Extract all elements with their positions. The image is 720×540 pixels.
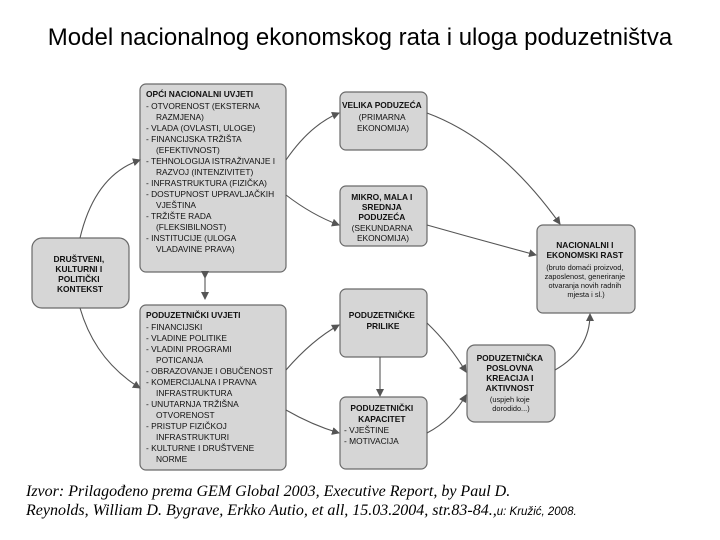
pod-item: - VLADINI PROGRAMI — [146, 344, 232, 354]
dinamika-line: KREACIJA I — [486, 373, 534, 383]
pod-item: - UNUTARNJA TRŽIŠNA — [146, 399, 239, 409]
kapacitet-item: - MOTIVACIJA — [344, 436, 399, 446]
arrow-kontekst-opci — [80, 160, 140, 238]
mikro-line: SREDNJA — [361, 202, 402, 212]
opci-item: - TEHNOLOGIJA ISTRAŽIVANJE I — [146, 156, 276, 166]
opci-item: - DOSTUPNOST UPRAVLJAČKIH — [146, 189, 275, 199]
rast-desc: (bruto domaći proizvod, — [546, 263, 624, 272]
rast-desc: zaposlenost, generiranje — [544, 272, 626, 281]
velika-line: VELIKA PODUZEĆA — [341, 100, 422, 110]
mikro-line: MIKRO, MALA I — [351, 192, 413, 202]
arrow-kapacitet-dinamika — [427, 395, 466, 433]
pod-item: OTVORENOST — [156, 410, 215, 420]
mikro-line: PODUZEĆA — [358, 212, 406, 222]
arrow-mikro-rast — [427, 225, 536, 255]
pod-item: NORME — [156, 454, 188, 464]
opci-item: VJEŠTINA — [156, 200, 196, 210]
arrow-poduzetnicki-prilike — [286, 325, 339, 370]
kapacitet-line: PODUZETNIČKI — [350, 403, 414, 413]
pod-item: INFRASTRUKTURA — [156, 388, 232, 398]
kontekst-line: KONTEKST — [56, 284, 104, 294]
opci-item: - INFRASTRUKTURA (FIZIČKA) — [146, 178, 267, 188]
rast-line: NACIONALNI I — [556, 240, 614, 250]
arrow-kontekst-poduzetnicki — [80, 308, 140, 388]
mikro-line: (SEKUNDARNA — [351, 223, 413, 233]
source-line-2-suffix: u: Kružić, 2008. — [496, 506, 577, 518]
opci-item: - TRŽIŠTE RADA — [146, 211, 211, 221]
kontekst-line: KULTURNI I — [55, 264, 103, 274]
opci-item: RAZMJENA) — [156, 112, 204, 122]
source-line-2 — [26, 501, 716, 522]
arrow-prilike-dinamika — [427, 323, 466, 372]
pod-item: - FINANCIJSKI — [146, 322, 203, 332]
velika-line: EKONOMIJA) — [356, 123, 410, 133]
poduzetnicki-uvjeti-title: PODUZETNIČKI UVJETI — [146, 310, 241, 320]
opci-item: - FINANCIJSKA TRŽIŠTA — [146, 134, 242, 144]
source-line-2-main: Reynolds, William D. Bygrave, Erkko Autio, et all, 15.03.2004, str.83-84., — [26, 502, 497, 519]
dinamika-desc: dorodido...) — [492, 404, 530, 413]
pod-item: - KULTURNE I DRUŠTVENE — [146, 443, 255, 453]
kapacitet-line: KAPACITET — [358, 414, 406, 424]
opci-item: - INSTITUCIJE (ULOGA — [146, 233, 236, 243]
kapacitet-item: - VJEŠTINE — [344, 425, 390, 435]
arrow-dinamika-rast — [555, 314, 590, 370]
arrow-opci-velika — [286, 113, 339, 160]
dinamika-desc: (uspjeh koje — [489, 395, 530, 404]
opci-item: RAZVOJ (INTENZIVITET) — [156, 167, 254, 177]
velika-line: (PRIMARNA — [358, 112, 406, 122]
prilike-line: PRILIKE — [366, 321, 400, 331]
source-line-1: Izvor: Prilagođeno prema GEM Global 2003, Executive Report, by Paul D. — [26, 483, 511, 500]
opci-item: VLADAVINE PRAVA) — [156, 244, 235, 254]
dinamika-line: PODUZETNIČKA — [476, 353, 544, 363]
page-title: Model nacionalnog ekonomskog rata i uloga poduzetništva — [47, 24, 673, 51]
pod-item: - VLADINE POLITIKE — [146, 333, 227, 343]
arrow-poduzetnicki-kapacitet — [286, 410, 339, 433]
pod-item: - PRISTUP FIZIČKOJ — [146, 421, 227, 431]
source-citation — [26, 482, 716, 522]
arrow-velika-rast — [427, 113, 560, 224]
dinamika-line: AKTIVNOST — [485, 383, 535, 393]
arrow-opci-mikro — [286, 195, 339, 225]
rast-desc: mjesta i sl.) — [567, 290, 605, 299]
opci-item: - OTVORENOST (EKSTERNA — [146, 101, 260, 111]
dinamika-line: POSLOVNA — [486, 363, 534, 373]
opci-uvjeti-title: OPĆI NACIONALNI UVJETI — [146, 89, 254, 99]
kontekst-line: POLITIČKI — [58, 274, 100, 284]
pod-item: INFRASTRUKTURI — [156, 432, 230, 442]
opci-item: - VLADA (OVLASTI, ULOGE) — [146, 123, 256, 133]
pod-item: POTICANJA — [156, 355, 203, 365]
rast-desc: otvaranja novih radnih — [548, 281, 622, 290]
kontekst-line: DRUŠTVENI, — [53, 254, 105, 264]
prilike-line: PODUZETNIČKE — [348, 310, 415, 320]
mikro-mala-text — [351, 192, 414, 243]
rast-line: EKONOMSKI RAST — [546, 250, 624, 260]
mikro-line: EKONOMIJA) — [356, 233, 410, 243]
opci-item: (EFEKTIVNOST) — [156, 145, 220, 155]
kontekst-text — [53, 253, 106, 294]
pod-item: - KOMERCIJALNA I PRAVNA — [146, 377, 257, 387]
opci-item: (FLEKSIBILNOST) — [156, 222, 227, 232]
pod-item: - OBRAZOVANJE I OBUČENOST — [146, 366, 273, 376]
